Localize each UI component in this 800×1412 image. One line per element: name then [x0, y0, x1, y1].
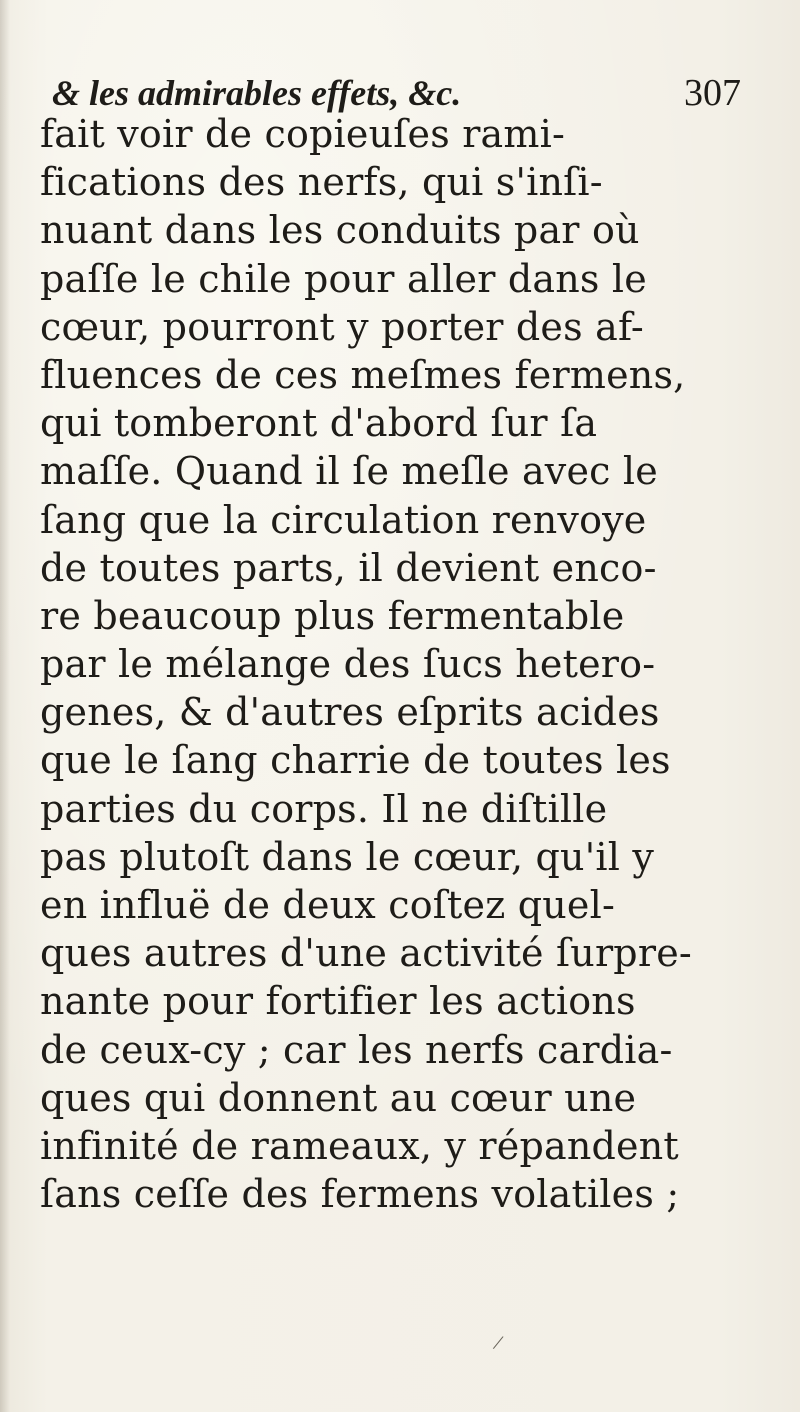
running-head: & les admirables effets, &c.	[52, 73, 462, 113]
text-line: cœur, pourront y porter des af-	[40, 304, 644, 349]
text-line: parties du corps. Il ne diſtille	[40, 786, 608, 831]
gutter-shadow	[0, 0, 10, 1412]
stray-ink-mark: /	[491, 1329, 506, 1356]
text-line: infinité de rameaux, y répandent	[40, 1123, 679, 1168]
text-line: ques qui donnent au cœur une	[40, 1075, 637, 1120]
text-line: ſang que la circulation renvoye	[40, 497, 647, 542]
text-line: nuant dans les conduits par où	[40, 208, 640, 253]
text-line: que le ſang charrie de toutes les	[40, 738, 671, 783]
text-line: fluences de ces meſmes fermens,	[40, 352, 686, 397]
text-line: maſſe. Quand il ſe meſle avec le	[40, 449, 658, 494]
body-text	[40, 110, 780, 1218]
text-line: de toutes parts, il devient enco-	[40, 545, 657, 590]
text-line: fait voir de copieuſes rami-	[40, 112, 566, 156]
text-line: par le mélange des ſucs hetero-	[40, 642, 656, 687]
text-line: nante pour fortifier les actions	[40, 979, 636, 1024]
text-line: pas plutoſt dans le cœur, qu'il y	[40, 834, 655, 879]
text-line: fications des nerfs, qui s'inſi-	[40, 160, 603, 205]
text-line: en influë de deux coſtez quel-	[40, 883, 615, 927]
text-line: de ceux-cy ; car les nerfs cardia-	[40, 1027, 673, 1072]
text-line: qui tomberont d'abord ſur ſa	[40, 401, 598, 446]
page-number: 307	[684, 72, 741, 114]
text-line: genes, & d'autres eſprits acides	[40, 690, 660, 735]
text-line: paſſe le chile pour aller dans le	[40, 256, 647, 301]
text-line: re beaucoup plus fermentable	[40, 593, 625, 638]
text-line: ſans ceſſe des fermens volatiles ;	[40, 1172, 680, 1217]
text-line: ques autres d'une activité ſurpre-	[40, 931, 692, 976]
